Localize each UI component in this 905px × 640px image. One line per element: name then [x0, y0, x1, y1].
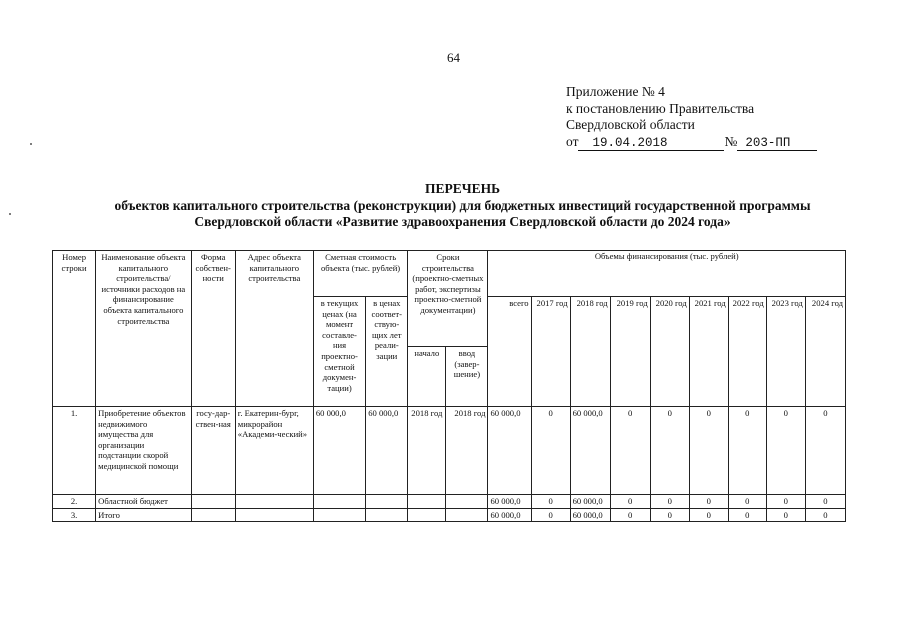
row-year-2017: 0 [531, 508, 570, 522]
row-name: Итого [96, 508, 192, 522]
header-year-2021: 2021 год [689, 297, 728, 407]
row-total: 60 000,0 [488, 495, 531, 509]
row-year-2020: 0 [650, 407, 689, 495]
row-number: 3. [53, 508, 96, 522]
financing-table [52, 250, 846, 522]
row-end: 2018 год [446, 407, 488, 495]
row-year-2024: 0 [805, 407, 845, 495]
resolution-number: 203-ПП [737, 137, 817, 151]
header-row-1 [53, 251, 846, 297]
row-year-2021: 0 [689, 407, 728, 495]
appendix-block [566, 84, 817, 151]
header-number: Номер строки [53, 251, 96, 407]
appendix-line-3: Свердловской области [566, 117, 695, 132]
row-year-2021: 0 [689, 495, 728, 509]
row-total: 60 000,0 [488, 407, 531, 495]
resolution-date: 19.04.2018 [578, 137, 724, 151]
header-cost: Сметная стоимость объекта (тыс. рублей) [313, 251, 408, 297]
header-cost-realization: в ценах соответ-ствую-щих лет реали-зации [366, 297, 408, 407]
header-terms: Сроки строительства (проектно-сметных работ, экспертизы проектно-сметной документации) [408, 251, 488, 347]
scan-speck [30, 143, 32, 145]
header-year-2023: 2023 год [766, 297, 805, 407]
row-cost-current: 60 000,0 [313, 407, 365, 495]
row-form: госу-дар-ствен-ная [191, 407, 235, 495]
header-total: всего [488, 297, 531, 407]
scan-speck [9, 213, 11, 215]
row-form [191, 508, 235, 522]
row-end [446, 495, 488, 509]
row-year-2023: 0 [766, 495, 805, 509]
header-name: Наименование объекта капитального строительства/ источники расходов на финансирование объекта капитального строительства [96, 251, 192, 407]
document-title [40, 181, 885, 231]
row-cost-realization: 60 000,0 [366, 407, 408, 495]
header-form: Форма собствен-ности [191, 251, 235, 407]
header-year-2018: 2018 год [570, 297, 610, 407]
row-year-2017: 0 [531, 495, 570, 509]
row-year-2018: 60 000,0 [570, 508, 610, 522]
header-year-2024: 2024 год [805, 297, 845, 407]
row-year-2018: 60 000,0 [570, 407, 610, 495]
row-year-2022: 0 [728, 407, 766, 495]
row-address: г. Екатерин-бург, микрорайон «Академи-ческий» [235, 407, 313, 495]
row-start: 2018 год [408, 407, 446, 495]
row-cost-current [313, 495, 365, 509]
header-term-start: начало [408, 347, 446, 407]
row-form [191, 495, 235, 509]
header-year-2020: 2020 год [650, 297, 689, 407]
page-number: 64 [447, 50, 460, 65]
row-year-2017: 0 [531, 407, 570, 495]
row-year-2021: 0 [689, 508, 728, 522]
row-address [235, 495, 313, 509]
row-year-2022: 0 [728, 495, 766, 509]
row-year-2020: 0 [650, 508, 689, 522]
row-cost-current [313, 508, 365, 522]
header-year-2022: 2022 год [728, 297, 766, 407]
row-year-2019: 0 [610, 407, 650, 495]
row-year-2024: 0 [805, 508, 845, 522]
row-number: 2. [53, 495, 96, 509]
row-end [446, 508, 488, 522]
appendix-line-1: Приложение № 4 [566, 84, 665, 99]
title-line-3: Свердловской области «Развитие здравоохранения Свердловской области до 2024 года» [194, 214, 731, 229]
row-cost-realization [366, 495, 408, 509]
row-name: Приобретение объектов недвижимого имущества для организации подстанции скорой медицинской помощи [96, 407, 192, 495]
number-label: № [724, 133, 738, 149]
row-year-2024: 0 [805, 495, 845, 509]
row-year-2020: 0 [650, 495, 689, 509]
row-year-2018: 60 000,0 [570, 495, 610, 509]
row-name: Областной бюджет [96, 495, 192, 509]
table-row [53, 407, 846, 495]
row-year-2023: 0 [766, 407, 805, 495]
appendix-line-2: к постановлению Правительства [566, 100, 755, 116]
row-start [408, 508, 446, 522]
row-start [408, 495, 446, 509]
row-cost-realization [366, 508, 408, 522]
table-row [53, 495, 846, 509]
header-year-2017: 2017 год [531, 297, 570, 407]
header-year-2019: 2019 год [610, 297, 650, 407]
title-line-1: ПЕРЕЧЕНЬ [424, 181, 501, 196]
header-finance: Объемы финансирования (тыс. рублей) [488, 251, 846, 297]
header-address: Адрес объекта капитального строительства [235, 251, 313, 407]
table-row [53, 508, 846, 522]
row-year-2019: 0 [610, 508, 650, 522]
appendix-date-line [566, 134, 817, 151]
title-line-2: объектов капитального строительства (реконструкции) для бюджетных инвестиций государственной программы [114, 197, 811, 213]
header-cost-current: в текущих ценах (на момент составле-ния проектно-сметной докумен-тации) [313, 297, 365, 407]
row-year-2019: 0 [610, 495, 650, 509]
row-number: 1. [53, 407, 96, 495]
from-label: от [566, 133, 579, 149]
header-term-end: ввод (завер-шение) [446, 347, 488, 407]
row-total: 60 000,0 [488, 508, 531, 522]
row-year-2022: 0 [728, 508, 766, 522]
row-year-2023: 0 [766, 508, 805, 522]
row-address [235, 508, 313, 522]
